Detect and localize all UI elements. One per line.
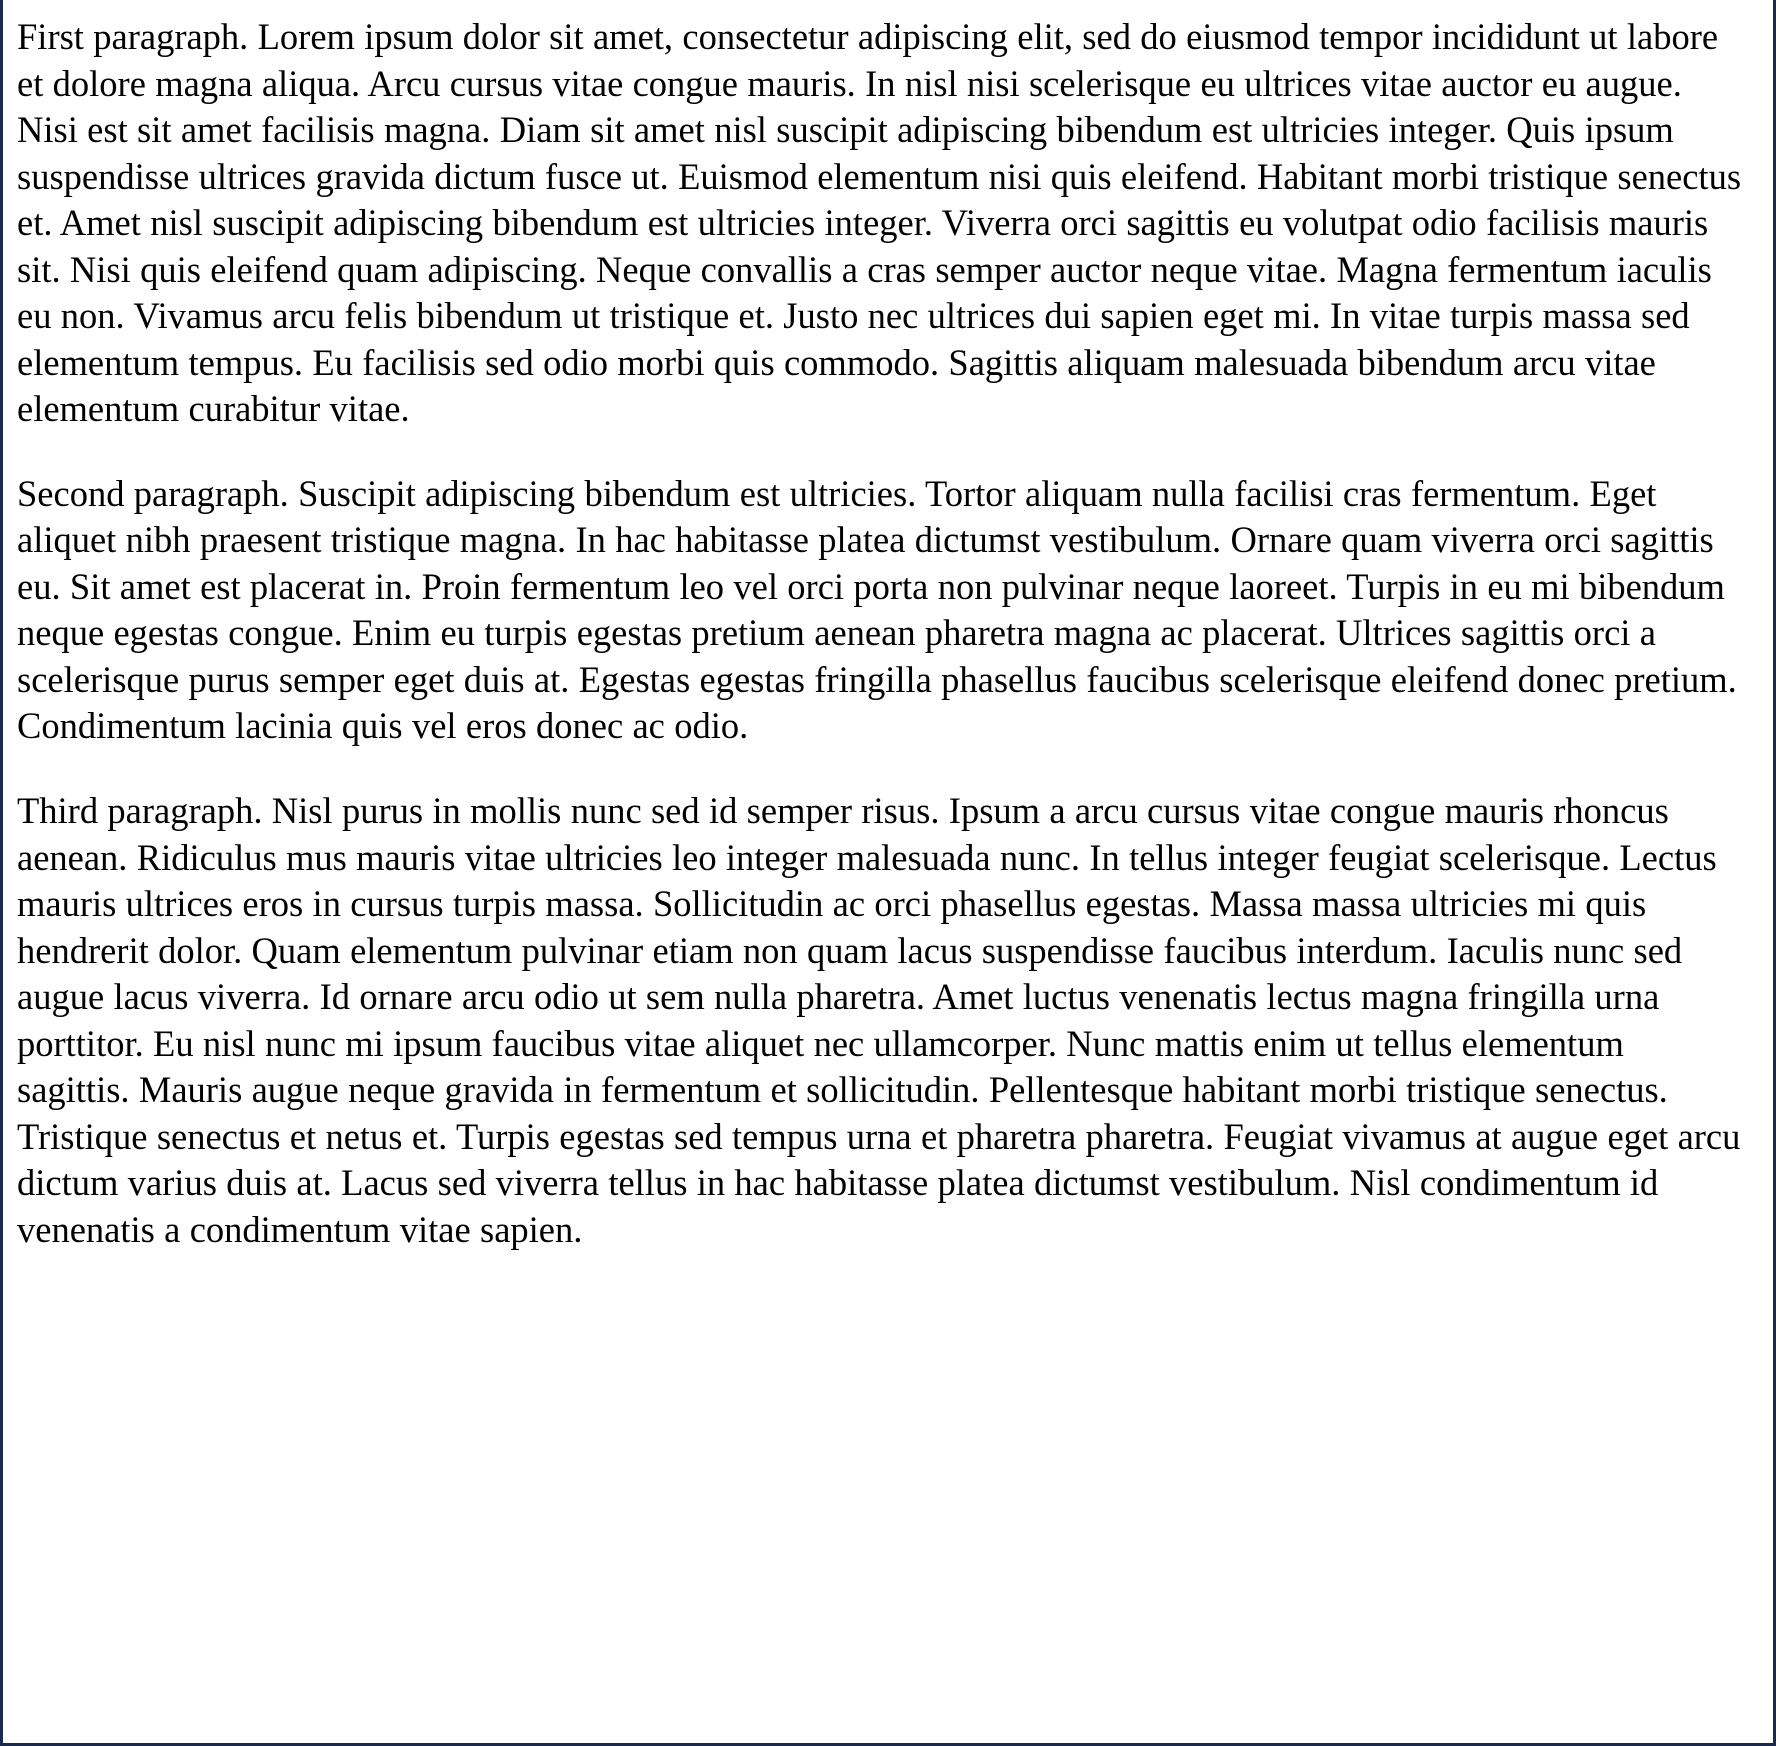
paragraph-2: Second paragraph. Suscipit adipiscing bibendum est ultricies. Tortor aliquam nulla facilisi cras fermentum. Eget aliquet nibh praesent tristique magna. In hac habitasse platea dictumst vestibulum. Ornare quam viverra orci sagittis eu. Sit amet est placerat in. Proin fermentum leo vel orci porta non pulvinar neque laoreet. Turpis in eu mi bibendum neque egestas congue. Enim eu turpis egestas pretium aenean pharetra magna ac placerat. Ultrices sagittis orci a scelerisque purus semper eget duis at. Egestas egestas fringilla phasellus faucibus scelerisque eleifend donec pretium. Condimentum lacinia quis vel eros donec ac odio. (17, 472, 1737, 747)
paragraph-1: First paragraph. Lorem ipsum dolor sit amet, consectetur adipiscing elit, sed do eiusmod tempor incididunt ut labore et dolore magna aliqua. Arcu cursus vitae congue mauris. In nisl nisi scelerisque eu ultrices vitae auctor eu augue. Nisi est sit amet facilisis magna. Diam sit amet nisl suscipit adipiscing bibendum est ultricies integer. Quis ipsum suspendisse ultrices gravida dictum fusce ut. Euismod elementum nisi quis eleifend. Habitant morbi tristique senectus et. Amet nisl suscipit adipiscing bibendum est ultricies integer. Viverra orci sagittis eu volutpat odio facilisis mauris sit. Nisi quis eleifend quam adipiscing. Neque convallis a cras semper auctor neque vitae. Magna fermentum iaculis eu non. Vivamus arcu felis bibendum ut tristique et. Justo nec ultrices dui sapien eget mi. In vitae turpis massa sed elementum tempus. Eu facilisis sed odio morbi quis commodo. Sagittis aliquam malesuada bibendum arcu vitae elementum curabitur vitae. (17, 16, 1742, 430)
document-body (17, 14, 1745, 1253)
paragraph-3: Third paragraph. Nisl purus in mollis nunc sed id semper risus. Ipsum a arcu cursus vitae congue mauris rhoncus aenean. Ridiculus mus mauris vitae ultricies leo integer malesuada nunc. In tellus integer feugiat scelerisque. Lectus mauris ultrices eros in cursus turpis massa. Sollicitudin ac orci phasellus egestas. Massa massa ultricies mi quis hendrerit dolor. Quam elementum pulvinar etiam non quam lacus suspendisse faucibus interdum. Iaculis nunc sed augue lacus viverra. Id ornare arcu odio ut sem nulla pharetra. Amet luctus venenatis lectus magna fringilla urna porttitor. Eu nisl nunc mi ipsum faucibus vitae aliquet nec ullamcorper. Nunc mattis enim ut tellus elementum sagittis. Mauris augue neque gravida in fermentum et sollicitudin. Pellentesque habitant morbi tristique senectus. Tristique senectus et netus et. Turpis egestas sed tempus urna et pharetra pharetra. Feugiat vivamus at augue eget arcu dictum varius duis at. Lacus sed viverra tellus in hac habitasse platea dictumst vestibulum. Nisl condimentum id venenatis a condimentum vitae sapien. (17, 789, 1741, 1250)
